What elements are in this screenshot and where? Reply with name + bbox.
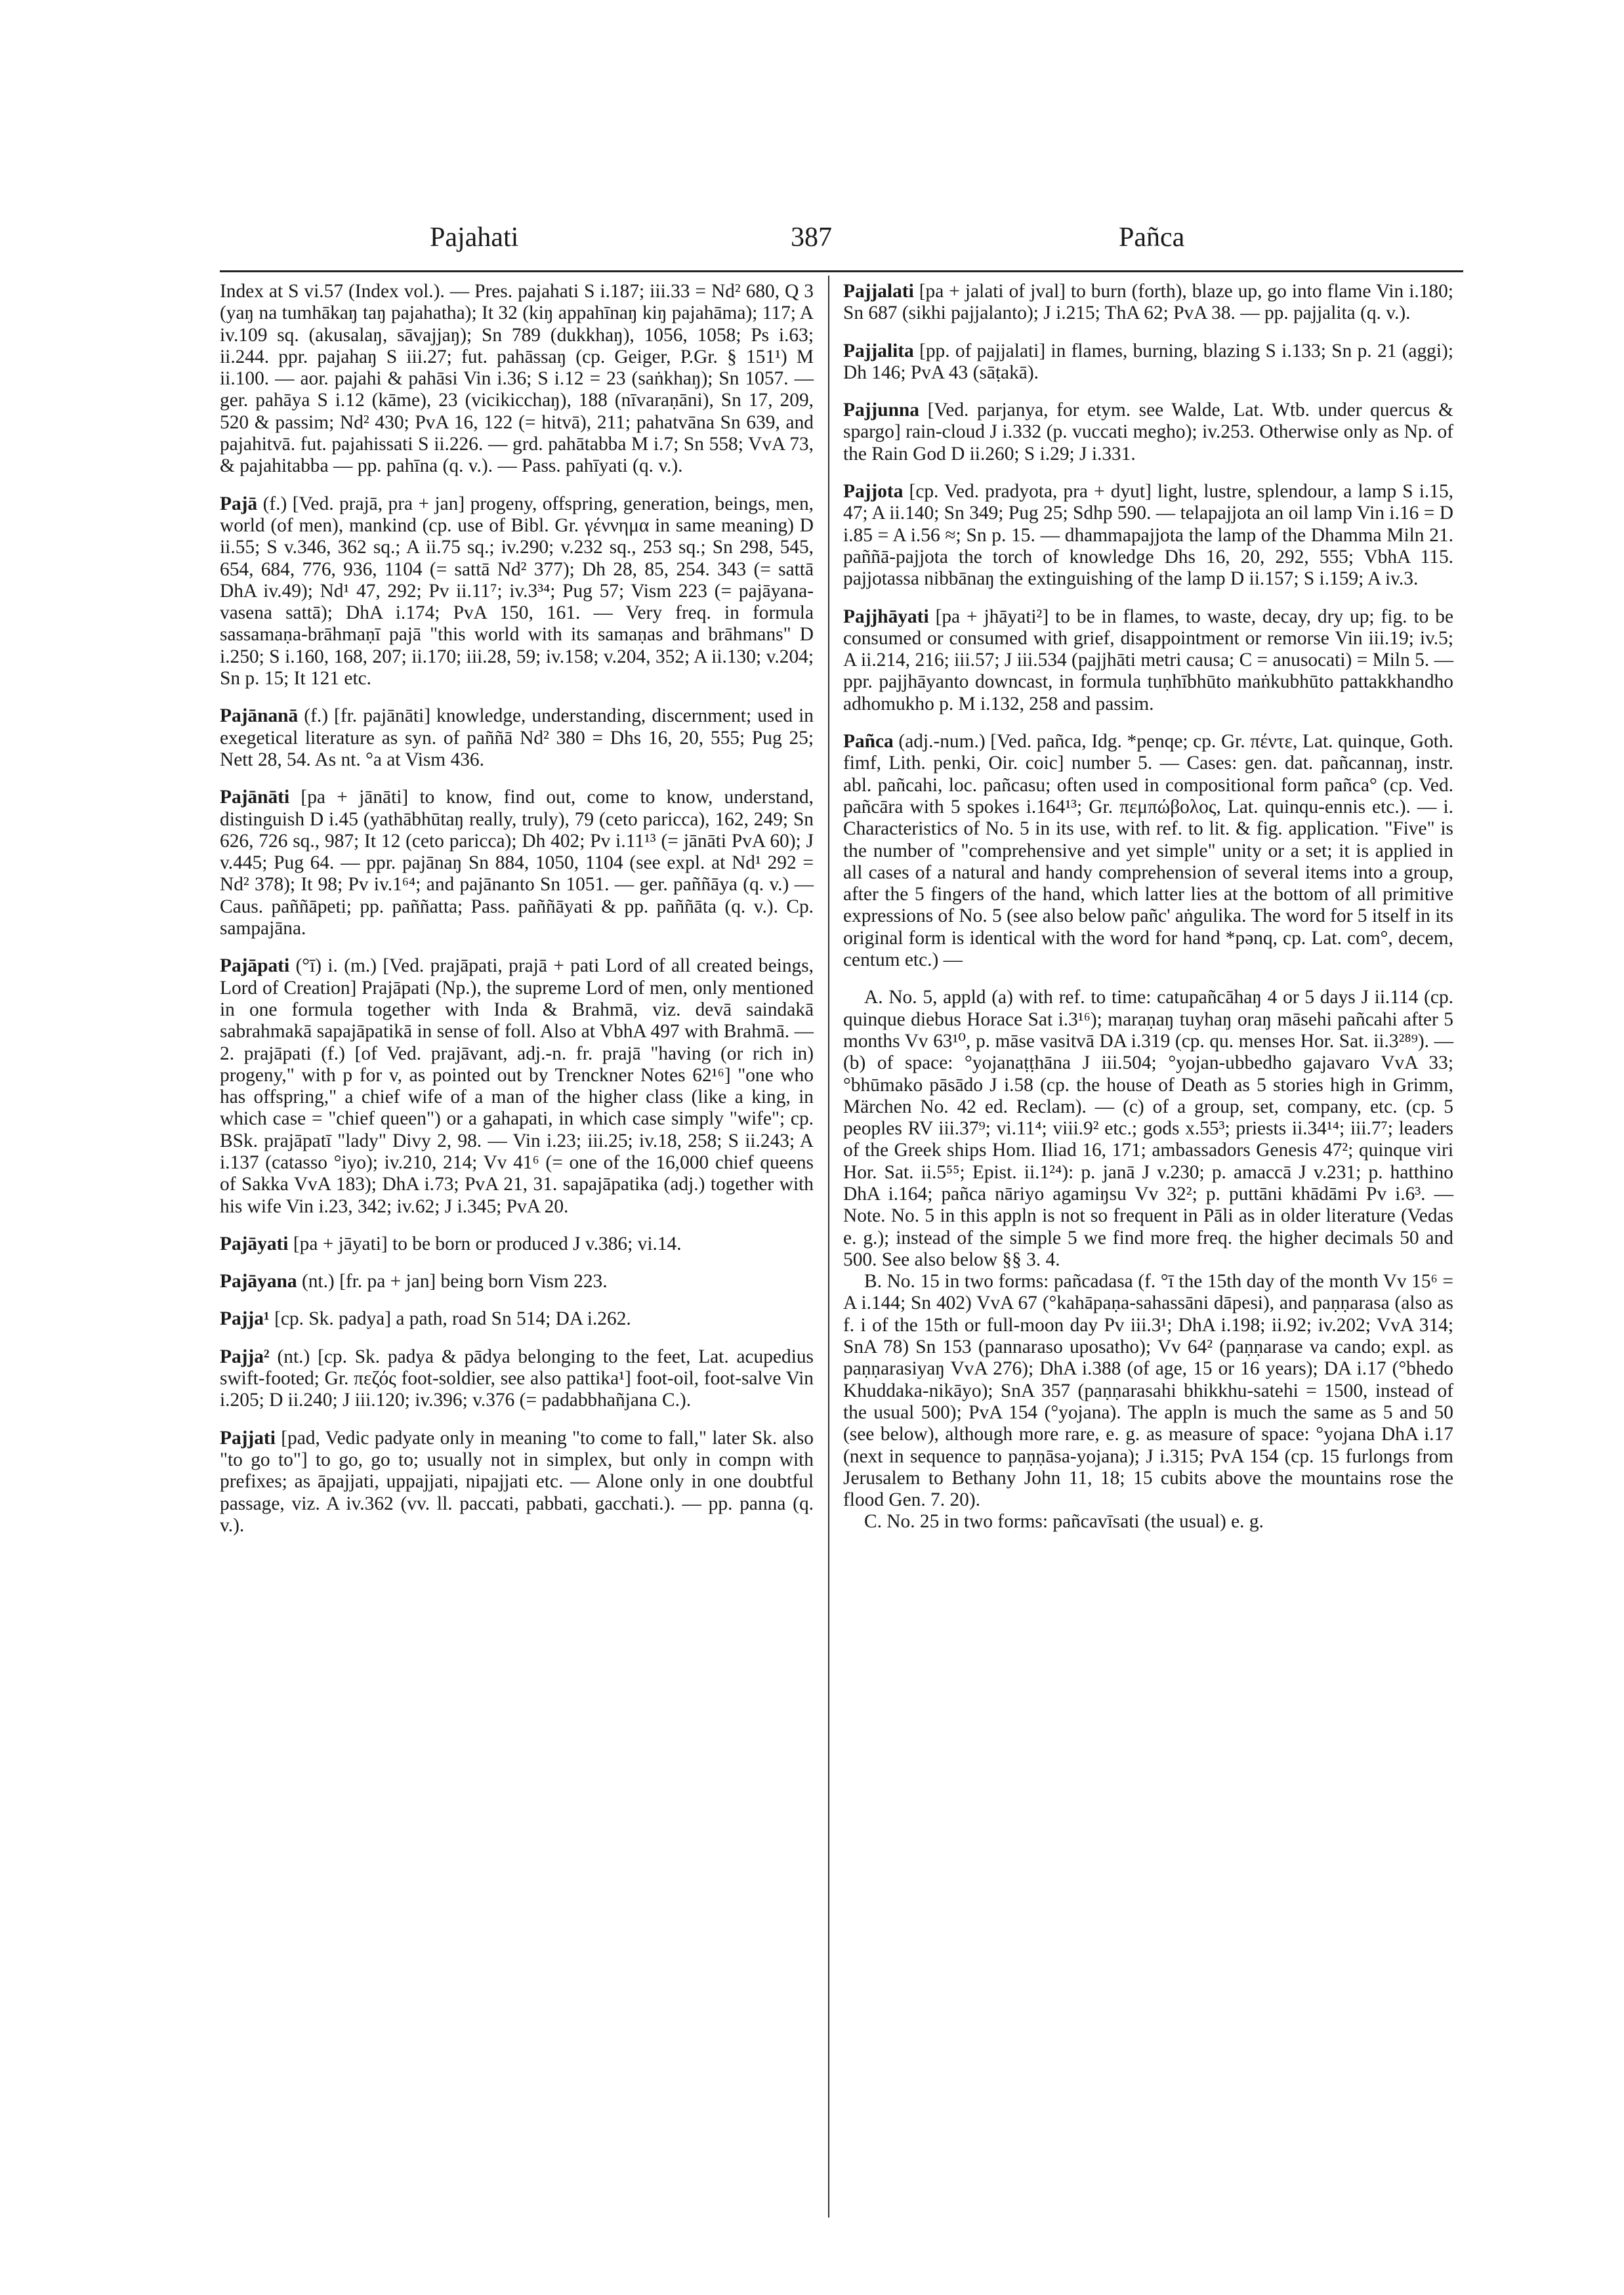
dictionary-entry <box>843 400 1453 465</box>
dictionary-entry <box>220 705 814 771</box>
dictionary-entry <box>843 341 1453 384</box>
entry-text: [pp. of pajjalati] in flames, burning, blazing S i.133; Sn p. 21 (aggi); Dh 146; PvA 43 (sāṭakā). <box>843 340 1453 383</box>
entry-text: (nt.) [fr. pa + jan] being born Vism 223. <box>301 1271 608 1292</box>
left-column <box>220 281 814 1552</box>
column-divider <box>828 276 829 2218</box>
entry-headword: Pajjhāyati <box>843 606 929 627</box>
entry-headword: Pajānanā <box>220 705 299 727</box>
dictionary-entry <box>220 281 814 478</box>
entry-text: [cp. Sk. padya] a path, road Sn 514; DA i.262. <box>274 1308 631 1330</box>
entry-text: (adj.-num.) [Ved. pañca, Idg. *penqe; cp. Gr. πέντε, Lat. quinque, Goth. fimf, Lith. penki, Oir. coic] number 5. — Cases: gen. dat. pañcannaŋ, instr. abl. pañcahi, loc. pañcasu; often used in compositional form pañca° (cp. Ved. pañcāra with 5 spokes i.164¹³; Gr. πεμπώβολος, Lat. quinqu-ennis etc.). — i. Characteristics of No. 5 in its use, with ref. to lit. & fig. application. "Five" is the number of "comprehensive and yet simple" unity or a set; it is applied in all cases of a natural and handy comprehension of several items into a group, after the 5 fingers of the hand, which latter lies at the bottom of all primitive expressions of No. 5 (see also below pañc' aṅgulika. The word for 5 itself in its original form is identical with the word for hand *pənq, cp. Lat. com°, decem, centum etc.) — <box>843 731 1453 971</box>
entry-text: [pa + jāyati] to be born or produced J v.386; vi.14. <box>293 1233 682 1254</box>
right-column <box>843 281 1453 1533</box>
entry-headword: Pañca <box>843 731 894 753</box>
dictionary-entry <box>220 1346 814 1412</box>
entry-text: [cp. Ved. pradyota, pra + dyut] light, lustre, splendour, a lamp S i.15, 47; A ii.140; Sn 349; Pug 25; Sdhp 590. — telapajjota an oil lamp Vin i.16 = D i.85 = A i.56 ≈; Sn p. 15. — dhammapajjota the lamp of the Dhamma Miln 21. paññā-pajjota the torch of knowledge Dhs 16, 20, 292, 555; VbhA 115. pajjotassa nibbānaŋ the extinguishing of the lamp D ii.157; S i.159; A iv.3. <box>843 481 1453 590</box>
entry-text: (f.) [Ved. prajā, pra + jan] progeny, offspring, generation, beings, men, world (of men), mankind (cp. use of Bibl. Gr. γέννημα in same meaning) D ii.55; S v.346, 362 sq.; A ii.75 sq.; iv.290; v.232 sq., 253 sq.; Sn 298, 545, 654, 684, 776, 936, 1104 (= sattā Nd² 377); Dh 28, 85, 254. 343 (= sattā DhA iv.49); Nd¹ 47, 292; Pv ii.11⁷; iv.3³⁴; Pug 57; Vism 223 (= pajāyana-vasena sattā); DhA i.174; PvA 150, 161. — Very freq. in formula sassamaṇa-brāhmaṇī pajā "this world with its samaṇas and brāhmans" D i.250; S i.160, 168, 207; ii.170; iii.28, 59; iv.158; v.204, 352; A ii.130; v.204; Sn p. 15; It 121 etc. <box>220 493 814 690</box>
entry-headword: Pajāpati <box>220 955 290 977</box>
entry-text: (°ī) i. (m.) [Ved. prajāpati, prajā + pati Lord of all created beings, Lord of Creation] Prajāpati (Np.), the supreme Lord of men, only mentioned in one formula together with Inda & Brahmā, viz. devā saindakā sabrahmakā sapajāpatikā in sense of foll. Also at VbhA 497 with Brahmā. — 2. prajāpati (f.) [of Ved. prajāvant, adj.-n. fr. prajā "having (or rich in) progeny," with p for v, as pointed out by Trenckner Notes 62¹⁶] "one who has offspring," a chief wife of a man of the higher class (like a king, in which case = "chief queen") or a gahapati, in which case simply "wife"; cp. BSk. prajāpatī "lady" Divy 2, 98. — Vin i.23; iii.25; iv.18, 258; S ii.243; A i.137 (catasso °iyo); iv.210, 214; Vv 41⁶ (= one of the 16,000 chief queens of Sakka VvA 183); DhA i.73; PvA 21, 31. sapajāpatika (adj.) together with his wife Vin i.23, 342; iv.62; J i.345; PvA 20. <box>220 955 814 1217</box>
dictionary-entry <box>220 1428 814 1537</box>
dictionary-entry <box>843 606 1453 715</box>
page-number: 387 <box>791 222 832 253</box>
running-head-left: Pajahati <box>430 222 519 253</box>
dictionary-entry <box>843 281 1453 325</box>
entry-headword: Pajā <box>220 493 258 514</box>
entry-headword: Pajjalati <box>843 281 914 302</box>
page-header <box>0 222 1624 261</box>
entry-text: B. No. 15 in two forms: pañcadasa (f. °ī the 15th day of the month Vv 15⁶ = A i.144; Sn 402) VvA 67 (°kahāpaṇa-sahassāni dāpesi), and paṇṇarasa (also as f. i of the 15th or full-moon day Pv iii.3¹; DhA i.198; ii.92; iv.202; VvA 314; SnA 78) Sn 153 (pannaraso uposatho); Vv 64² (paṇṇarase va cando; expl. as paṇṇarasiyaŋ VvA 276); DhA i.388 (of age, 15 or 16 years); DA i.17 (°bhedo Khuddaka-nikāyo); SnA 357 (paṇṇarasahi bhikkhu-satehi = 1500, instead of the usual 500); PvA 154 (°yojana). The appln is much the same as 5 and 50 (see below), although more rare, e. g. as measure of space: °yojana DhA i.17 (next in sequence to paṇṇāsa-yojana); J i.315; PvA 154 (cp. 15 furlongs from Jerusalem to Bethany John 11, 18; 15 cubits above the mountains rose the flood Gen. 7. 20). <box>843 1271 1453 1511</box>
dictionary-entry <box>220 1308 814 1330</box>
entry-text: Index at S vi.57 (Index vol.). — Pres. pajahati S i.187; iii.33 = Nd² 680, Q 3 (yaŋ na tumhākaŋ taŋ pajahatha); It 32 (kiŋ appahīnaŋ kiŋ pajahāma); 117; A iv.109 sq. (akusalaŋ, sāvajjaŋ); Sn 789 (dukkhaŋ), 1056, 1058; Ps i.63; ii.244. ppr. pajahaŋ S iii.27; fut. pahāssaŋ (cp. Geiger, P.Gr. § 151¹) M ii.100. — aor. pajahi & pahāsi Vin i.36; S i.12 = 23 (saṅkhaŋ); Sn 1057. — ger. pahāya S i.12 (kāme), 23 (vicikicchaŋ), 188 (nīvaraṇāni), Sn 17, 209, 520 & passim; Nd² 430; PvA 16, 122 (= hitvā), 211; pahatvāna Sn 639, and pajahitvā. fut. pajahissati S ii.226. — grd. pahātabba M i.7; Sn 558; VvA 73, & pajahitabba — pp. pahīna (q. v.). — Pass. pahīyati (q. v.). <box>220 281 814 477</box>
header-rule <box>220 270 1463 272</box>
entry-headword: Pajjota <box>843 481 904 503</box>
entry-headword: Pajānāti <box>220 787 290 808</box>
dictionary-entry <box>220 787 814 940</box>
entry-text: [pad, Vedic padyate only in meaning "to come to fall," later Sk. also "to go to"] to go, go to; usually not in simplex, but only in compn with prefixes; as āpajjati, uppajjati, nipajjati etc. — Alone only in one doubtful passage, viz. A iv.362 (vv. ll. paccati, pabbati, gacchati.). — pp. panna (q. v.). <box>220 1427 814 1536</box>
dictionary-entry <box>220 493 814 690</box>
entry-headword: Pajja² <box>220 1346 270 1367</box>
entry-headword: Pajja¹ <box>220 1308 270 1330</box>
entry-text: [Ved. parjanya, for etym. see Walde, Lat. Wtb. under quercus & spargo] rain-cloud J i.332 (p. vuccati megho); iv.253. Otherwise only as Np. of the Rain God D ii.260; S i.29; J i.331. <box>843 400 1453 465</box>
entry-text: [pa + jalati of jval] to burn (forth), blaze up, go into flame Vin i.180; Sn 687 (sikhi pajjalanto); J i.215; ThA 62; PvA 38. — pp. pajjalita (q. v.). <box>843 281 1453 324</box>
dictionary-entry <box>843 1271 1453 1511</box>
entry-headword: Pajāyati <box>220 1233 289 1254</box>
dictionary-entry <box>220 955 814 1218</box>
entry-text: (f.) [fr. pajānāti] knowledge, understanding, discernment; used in exegetical literature as syn. of paññā Nd² 380 = Dhs 16, 20, 555; Pug 25; Nett 28, 54. As nt. °a at Vism 436. <box>220 705 814 770</box>
dictionary-entry <box>220 1233 814 1255</box>
running-head-right: Pañca <box>1119 222 1185 253</box>
entry-text: [pa + jānāti] to know, find out, come to know, understand, distinguish D i.45 (yathābhūtaŋ really, truly), 79 (ceto paricca), 162, 249; Sn 626, 726 sq., 987; It 12 (ceto paricca); Dh 402; Pv i.11¹³ (= jānāti PvA 60); J v.445; Pug 64. — ppr. pajānaŋ Sn 884, 1050, 1104 (see expl. at Nd¹ 292 = Nd² 378); It 98; Pv iv.1⁶⁴; and pajānanto Sn 1051. — ger. paññāya (q. v.) — Caus. paññāpeti; pp. paññatta; Pass. paññāyati & pp. paññāta (q. v.). Cp. sampajāna. <box>220 787 814 940</box>
entry-text: C. No. 25 in two forms: pañcavīsati (the usual) e. g. <box>864 1511 1264 1533</box>
dictionary-entry <box>220 1271 814 1292</box>
entry-text: A. No. 5, appld (a) with ref. to time: catupañcāhaŋ 4 or 5 days J ii.114 (cp. quinque diebus Horace Sat i.3¹⁶); maraṇaŋ tuyhaŋ oraŋ māsehi pañcahi after 5 months Vv 63¹⁰, p. māse vasitvā DA i.319 (cp. qu. menses Hor. Sat. ii.3²⁸⁹). — (b) of space: °yojanaṭṭhāna J iii.504; °yojan-ubbedho gajavaro VvA 33; °bhūmako pāsādo J i.58 (cp. the house of Death as 5 stories high in Grimm, Märchen No. 42 ed. Reclam). — (c) of a group, set, company, etc. (cp. 5 peoples RV iii.37⁹; vi.11⁴; viii.9² etc.; gods x.55³; priests ii.34¹⁴; iii.7⁷; leaders of the Greek ships Hom. Iliad 16, 171; ambassadors Genesis 47²; quinque viri Hor. Sat. ii.5⁵⁵; Epist. ii.1²⁴): p. janā J v.230; p. amaccā J v.231; p. hatthino DhA i.164; pañca nāriyo agamiŋsu Vv 32²; p. puttāni khādāmi Pv i.6³. — Note. No. 5 in this appln is not so frequent in Pāli as in older literature (Vedas e. g.); instead of the simple 5 we find more freq. the higher decimals 50 and 500. See also below §§ 3. 4. <box>843 987 1453 1270</box>
dictionary-entry <box>843 481 1453 590</box>
dictionary-entry <box>843 731 1453 971</box>
entry-text: [pa + jhāyati²] to be in flames, to waste, decay, dry up; fig. to be consumed or consumed with grief, disappointment or remorse Vin iii.19; iv.5; A ii.214, 216; iii.57; J iii.534 (pajjhāti metri causa; C = anusocati) = Miln 5. — ppr. pajjhāyanto downcast, in formula tuṇhībhūto maṅkubhūto pattakkhandho adhomukho p. M i.132, 258 and passim. <box>843 606 1453 714</box>
entry-headword: Pajjalita <box>843 340 914 362</box>
dictionary-entry <box>843 987 1453 1271</box>
entry-headword: Pajjati <box>220 1427 276 1449</box>
dictionary-entry <box>843 1511 1453 1533</box>
entry-headword: Pajjunna <box>843 400 919 421</box>
entry-text: (nt.) [cp. Sk. padya & pādya belonging to the feet, Lat. acupedius swift-footed; Gr. πεζός foot-soldier, see also pattika¹] foot-oil, foot-salve Vin i.205; D ii.240; J iii.120; iv.396; v.376 (= padabbhañjana C.). <box>220 1346 814 1411</box>
entry-headword: Pajāyana <box>220 1271 297 1292</box>
